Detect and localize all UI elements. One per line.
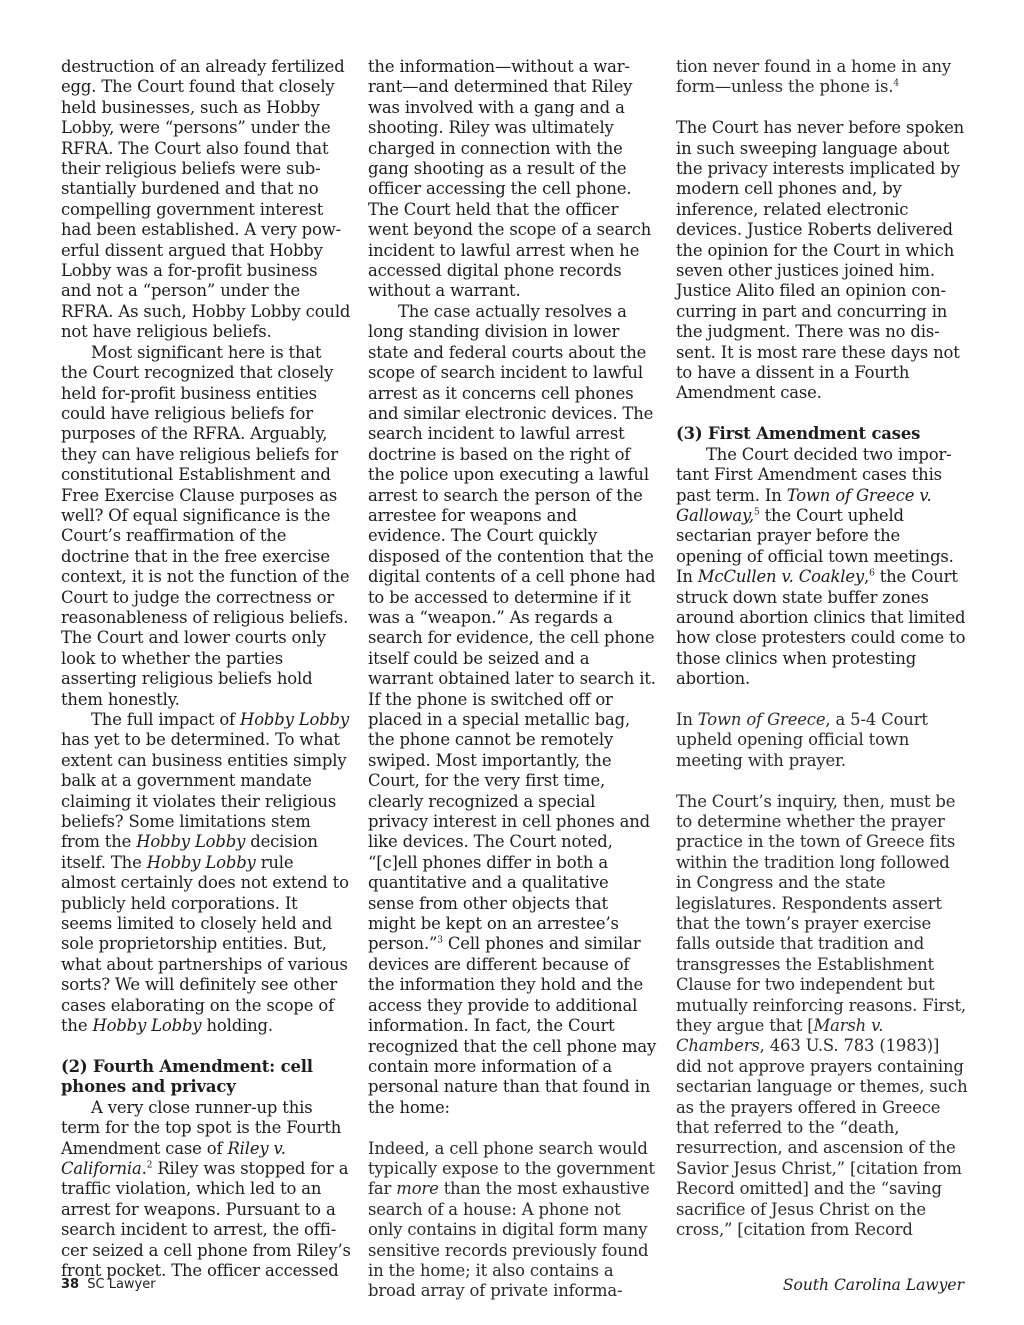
case-name: McCullen v. Coakley [697, 567, 865, 587]
footnote-ref: 5 [753, 507, 760, 518]
case-name: Hobby Lobby [146, 852, 256, 872]
page-number: 38 [61, 1277, 80, 1292]
footnote-ref: 6 [869, 568, 875, 579]
block-quote: In Town of Greece, a 5-4 Court upheld opening official town meeting with prayer. [676, 709, 928, 770]
column-1 [61, 57, 351, 1281]
footnote-ref: 3 [437, 936, 443, 946]
case-name: Town of Greece v. Galloway, [676, 485, 932, 525]
page-footer [61, 1277, 156, 1292]
case-name: Hobby Lobby [136, 832, 246, 852]
paragraph: Most significant here is that the Court recognized that closely held for-profit business entities could have religious beliefs for purposes of the RFRA. Arguably, they can have religious beliefs for constitutional Establishment and Free Exercise Clause purposes as well? Of equal significance is the Court’s reaffirmation of the doctrine that in the free exercise context, it is not the function of the Court to judge the correctness or reasonableness of religious beliefs. The Court and lower courts only look to whether the parties asserting religious beliefs hold them honestly. [61, 342, 350, 709]
block-quote: The Court’s inquiry, then, must be to determine whether the prayer practice in the town of Greece fits within the tradition long followed in Congress and the state legislatures. Respondents assert that the town’s prayer exercise falls outside that tradition and transgresses the Establishment Clause for two independent but mutually reinforcing reasons. First, they argue that [Marsh v. Chambers, 463 U.S. 783 (1983)] did not approve prayers containing sectarian language or themes, such as the prayers offered in Greece that referred to the “death, resurrection, and ascension of the Savior Jesus Christ,” [citation from Record omitted] and the “saving sacrifice of Jesus Christ on the cross,” [citation from Record [676, 791, 968, 1240]
journal-title: South Carolina Lawyer [782, 1276, 964, 1294]
paragraph: destruction of an already fertilized egg. The Court found that closely held businesses, such as Hobby Lobby, were “persons” under the RFRA. The Court also found that their religious beliefs were substantially burdened and that no compelling government interest had been established. A very powerful dissent argued that Hobby Lobby was a for-profit business and not a “person” under the RFRA. As such, Hobby Lobby could not have religious beliefs. [61, 57, 351, 342]
block-quote-continued: tion never found in a home in any form—unless the phone is.$^4$ [676, 57, 951, 97]
column-3 [676, 57, 968, 1241]
paragraph: The case actually resolves a long standing division in lower state and federal courts about the scope of search incident to lawful arrest as it concerns cell phones and similar electronic devices. The search incident to lawful arrest doctrine is based on the right of the police upon executing a lawful arrest to search the person of the arrestee for weapons and evidence. The Court quickly disposed of the contention that the digital contents of a cell phone had to be accessed to determine if it was a “weapon.” As regards a search for evidence, the cell phone itself could be seized and a warrant obtained later to search it. If the phone is switched off or placed in a special metallic bag, the phone cannot be remotely swiped. Most importantly, the Court, for the very first time, clearly recognized a special privacy interest in cell phones and like devices. The Court noted, “[c]ell phones differ in both a quantitative and a qualitative sense from other objects that might be kept on an arrestee’s person.”$^3$ Cell phones and similar devices are different because of the information they hold and the access they provide to additional information. In fact, the Court recognized that the cell phone may contain more information of a personal nature than that found in the home: [368, 301, 657, 1117]
footnote-ref: 4 [893, 78, 899, 89]
case-name: Riley v. California [61, 1138, 286, 1178]
case-name: Marsh v. Chambers [676, 1016, 884, 1056]
column-2 [368, 57, 658, 1302]
paragraph: A very close runner-up this term for the top spot is the Fourth Amendment case of Riley v. California.$^2$ Riley was stopped for a traffic violation, which led to an arrest for weapons. Pursuant to a search incident to arrest, the officer seized a cell phone from Riley’s front pocket. The officer accessed [61, 1097, 351, 1280]
section-heading: (3) First Amendment cases [676, 424, 921, 444]
case-name: Hobby Lobby [240, 710, 350, 729]
publication-name: SC Lawyer [87, 1277, 156, 1292]
paragraph: The Court decided two important First Amendment cases this past term. In Town of Greece v. Galloway,$^5$ the Court upheld sectarian prayer before the opening of official town meetings. In McCullen v. Coakley,$^6$ the Court struck down state buffer zones around abortion clinics that limited how close protesters could come to those clinics when protesting abortion. [676, 444, 966, 689]
block-quote: Indeed, a cell phone search would typically expose to the government far more than the most exhaustive search of a house: A phone not only contains in digital form many sensitive records previously found in the home; it also contains a broad array of private informa- [368, 1138, 655, 1301]
paragraph: The Court has never before spoken in such sweeping language about the privacy interests implicated by modern cell phones and, by inference, related electronic devices. Justice Roberts delivered the opinion for the Court in which seven other justices joined him. Justice Alito filed an opinion concurring in part and concurring in the judgment. There was no dissent. It is most rare these days not to have a dissent in a Fourth Amendment case. [676, 118, 965, 403]
section-heading: (2) Fourth Amendment: cell phones and privacy [61, 1056, 313, 1097]
case-name: Town of Greece [697, 709, 826, 729]
paragraph: The full impact of Hobby Lobby has yet to be determined. To what extent can business entities simply balk at a government mandate claiming it violates their religious beliefs? Some limitations stem from the Hobby Lobby decision itself. The Hobby Lobby rule almost certainly does not extend to publicly held corporations. It seems limited to closely held and sole proprietorship entities. But, what about partnerships of various sorts? We will definitely see other cases elaborating on the scope of the Hobby Lobby holding. [61, 710, 350, 1036]
case-name: Hobby Lobby [92, 1016, 202, 1036]
emphasis: more [396, 1179, 439, 1199]
paragraph: the information—without a warrant—and determined that Riley was involved with a gang and a shooting. Riley was ultimately charged in connection with the gang shooting as a result of the officer accessing the cell phone. The Court held that the officer went beyond the scope of a search incident to lawful arrest when he accessed digital phone records without a warrant. [368, 57, 652, 301]
footnote-ref: 2 [146, 1160, 153, 1171]
